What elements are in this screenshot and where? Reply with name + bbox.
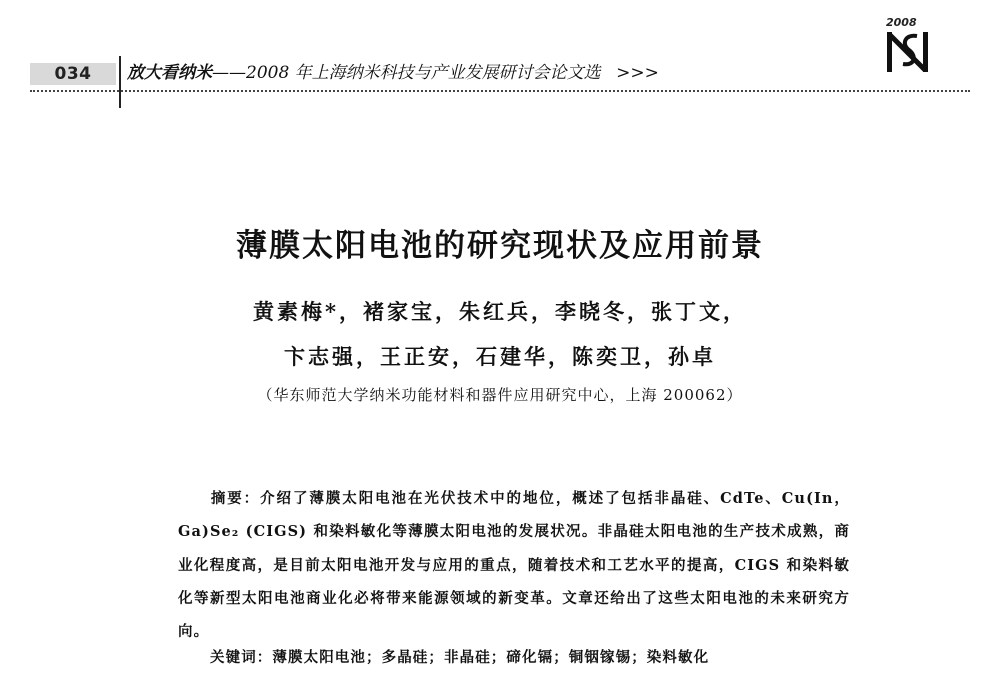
logo-year: 2008 (886, 16, 917, 29)
running-title (127, 62, 659, 84)
ns-logo-icon (883, 16, 939, 80)
page-number: 034 (30, 63, 116, 85)
abstract-label: 摘要： (210, 490, 261, 507)
running-title-rest: ——2008 年上海纳米科技与产业发展研讨会论文选 (212, 63, 601, 83)
authors-line-1: 黄素梅*，褚家宝，朱红兵，李晓冬，张丁文， (253, 299, 747, 324)
running-title-lead: 放大看纳米 (127, 63, 212, 83)
paper-title: 薄膜太阳电池的研究现状及应用前景 (236, 228, 764, 264)
authors-line-2: 卞志强，王正安，石建华，陈奕卫，孙卓 (284, 344, 716, 369)
abstract (178, 482, 850, 648)
keywords-text: 薄膜太阳电池；多晶硅；非晶硅；碲化镉；铜铟镓锡；染料敏化 (272, 649, 710, 666)
header-divider (119, 56, 121, 108)
keywords-label: 关键词： (210, 649, 273, 666)
header-rule (30, 90, 970, 92)
arrows-icon: >>> (616, 63, 659, 83)
abstract-text: 介绍了薄膜太阳电池在光伏技术中的地位，概述了包括非晶硅、CdTe、Cu(In，Ga)Se₂ (CIGS) 和染料敏化等薄膜太阳电池的发展状况。非晶硅太阳电池的生产技术成熟，商业化程度高，是目前太阳电池开发与应用的重点，随着技术和工艺水平的提高，CIGS 和染料敏化等新型太阳电池商业化必将带来能源领域的新变革。文章还给出了这些太阳电池的未来研究方向。 (178, 490, 850, 641)
affiliation: （华东师范大学纳米功能材料和器件应用研究中心，上海 200062） (257, 386, 743, 404)
keywords (210, 646, 709, 667)
